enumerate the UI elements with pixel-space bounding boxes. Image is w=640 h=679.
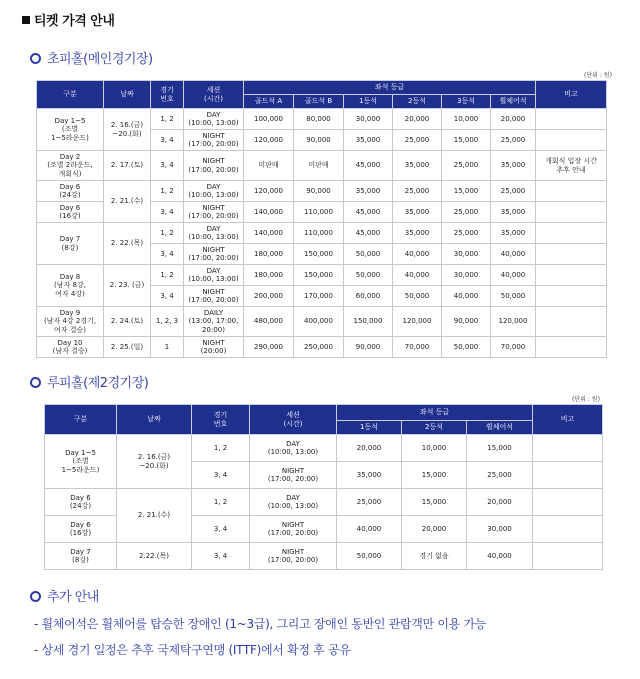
cell-price: 290,000 — [244, 337, 294, 358]
cell-price: 35,000 — [491, 202, 536, 223]
cell-price: 25,000 — [393, 181, 442, 202]
cell-price: 30,000 — [467, 516, 533, 543]
cell-gubun: Day 7 (8강) — [45, 543, 117, 570]
cell-price: 35,000 — [393, 223, 442, 244]
cell-gubun: Day 6 (24강) — [45, 489, 117, 516]
header-seat: 1등석 — [337, 421, 402, 435]
cell-price: 20,000 — [402, 516, 467, 543]
cell-match: 1, 2 — [151, 109, 184, 130]
cell-price: 25,000 — [393, 130, 442, 151]
cell-remark — [533, 516, 603, 543]
cell-session: DAY (10:00, 13:00) — [250, 489, 337, 516]
cell-price: 480,000 — [244, 307, 294, 337]
cell-gubun: Day 10 (남자 결승) — [37, 337, 104, 358]
cell-match: 3, 4 — [151, 151, 184, 181]
cell-match: 3, 4 — [151, 202, 184, 223]
cell-price: 50,000 — [393, 286, 442, 307]
cell-price: 15,000 — [442, 181, 491, 202]
cell-match: 3, 4 — [192, 543, 250, 570]
unit-label: (단위 : 원) — [572, 396, 600, 403]
cell-session: DAY (10:00, 13:00) — [184, 223, 244, 244]
cell-remark — [536, 265, 607, 286]
cell-session: DAY (10:00, 13:00) — [184, 265, 244, 286]
chopi-hall-price-table — [36, 80, 607, 358]
cell-session: NIGHT (20:00) — [184, 337, 244, 358]
cell-price: 80,000 — [294, 109, 344, 130]
header-session: 세션 (시간) — [184, 81, 244, 109]
cell-session: DAILY (13:00, 17:00, 20:00) — [184, 307, 244, 337]
cell-price: 20,000 — [393, 109, 442, 130]
cell-match: 1, 2, 3 — [151, 307, 184, 337]
cell-price: 180,000 — [244, 265, 294, 286]
cell-price: 40,000 — [393, 244, 442, 265]
table-row — [45, 435, 603, 462]
table-row — [37, 109, 607, 130]
cell-gubun: Day 6 (16강) — [45, 516, 117, 543]
cell-price: 25,000 — [491, 181, 536, 202]
cell-price: 45,000 — [344, 151, 393, 181]
table-row — [37, 151, 607, 181]
cell-price: 40,000 — [393, 265, 442, 286]
cell-price: 50,000 — [337, 543, 402, 570]
cell-price: 35,000 — [337, 462, 402, 489]
cell-session: DAY (10:00, 13:00) — [184, 181, 244, 202]
table-row — [37, 337, 607, 358]
cell-price: 35,000 — [491, 151, 536, 181]
circle-bullet-icon — [30, 377, 41, 388]
cell-remark — [536, 130, 607, 151]
cell-price: 50,000 — [344, 265, 393, 286]
cell-remark — [533, 462, 603, 489]
header-session: 세션 (시간) — [250, 405, 337, 435]
cell-price: 90,000 — [294, 130, 344, 151]
cell-session: NIGHT (17:00, 20:00) — [184, 202, 244, 223]
cell-price: 25,000 — [442, 223, 491, 244]
note-schedule: - 상세 경기 일정은 추후 국제탁구연맹 (ITTF)에서 확정 후 공유 — [34, 643, 351, 657]
cell-match: 3, 4 — [151, 286, 184, 307]
cell-date: 2. 24.(토) — [104, 307, 151, 337]
circle-bullet-icon — [30, 53, 41, 64]
cell-date: 2. 22.(목) — [104, 223, 151, 265]
cell-price: 110,000 — [294, 202, 344, 223]
cell-price: 20,000 — [337, 435, 402, 462]
cell-price: 30,000 — [442, 244, 491, 265]
header-match: 경기 번호 — [192, 405, 250, 435]
cell-session: NIGHT (17:00, 20:00) — [250, 462, 337, 489]
cell-price: 120,000 — [244, 181, 294, 202]
cell-price: 20,000 — [467, 489, 533, 516]
cell-price: 25,000 — [442, 202, 491, 223]
cell-price: 150,000 — [294, 244, 344, 265]
cell-match: 1, 2 — [192, 489, 250, 516]
cell-price: 35,000 — [393, 202, 442, 223]
section-title-chopi-hall: 초피홀(메인경기장) — [30, 48, 153, 67]
header-seat: 1등석 — [344, 95, 393, 109]
page-title: 티켓 가격 안내 — [22, 10, 114, 29]
cell-price: 15,000 — [402, 489, 467, 516]
cell-price: 90,000 — [344, 337, 393, 358]
cell-price: 25,000 — [491, 130, 536, 151]
cell-match: 3, 4 — [192, 462, 250, 489]
circle-bullet-icon — [30, 591, 41, 602]
cell-price: 120,000 — [393, 307, 442, 337]
section-title-lupi-hall: 루피홀(제2경기장) — [30, 372, 148, 391]
cell-price: 미판매 — [294, 151, 344, 181]
cell-price: 110,000 — [294, 223, 344, 244]
cell-price: 180,000 — [244, 244, 294, 265]
cell-price: 150,000 — [344, 307, 393, 337]
header-gubun: 구분 — [37, 81, 104, 109]
cell-match: 3, 4 — [151, 244, 184, 265]
cell-price: 60,000 — [344, 286, 393, 307]
cell-remark — [536, 307, 607, 337]
cell-price: 35,000 — [344, 130, 393, 151]
cell-price: 170,000 — [294, 286, 344, 307]
table-row — [37, 223, 607, 244]
table-row — [45, 489, 603, 516]
cell-price: 20,000 — [491, 109, 536, 130]
table-row — [37, 307, 607, 337]
section-title-additional-info: 추가 안내 — [30, 586, 99, 605]
header-seat: 휠체어석 — [467, 421, 533, 435]
header-seat-grade: 좌석 등급 — [337, 405, 533, 421]
cell-match: 1, 2 — [192, 435, 250, 462]
cell-session: NIGHT (17:00, 20:00) — [184, 151, 244, 181]
cell-gubun: Day 8 (남자 8강, 여자 4강) — [37, 265, 104, 307]
cell-price: 25,000 — [442, 151, 491, 181]
header-seat-grade: 좌석 등급 — [244, 81, 536, 95]
cell-remark — [536, 244, 607, 265]
cell-gubun: Day 6 (16강) — [37, 202, 104, 223]
header-date: 날짜 — [117, 405, 192, 435]
cell-price: 400,000 — [294, 307, 344, 337]
cell-price: 40,000 — [467, 543, 533, 570]
cell-price: 40,000 — [337, 516, 402, 543]
cell-price: 15,000 — [442, 130, 491, 151]
cell-price: 10,000 — [442, 109, 491, 130]
cell-remark — [536, 109, 607, 130]
cell-remark — [536, 286, 607, 307]
cell-price: 140,000 — [244, 202, 294, 223]
cell-price: 15,000 — [402, 462, 467, 489]
cell-price: 120,000 — [244, 130, 294, 151]
square-bullet-icon — [22, 16, 30, 24]
cell-price: 70,000 — [491, 337, 536, 358]
header-match: 경기 번호 — [151, 81, 184, 109]
cell-remark — [536, 181, 607, 202]
header-remark: 비고 — [536, 81, 607, 109]
header-remark: 비고 — [533, 405, 603, 435]
cell-price: 90,000 — [442, 307, 491, 337]
cell-gubun: Day 1~5 (조별 1~5라운드) — [45, 435, 117, 489]
cell-gubun: Day 9 (남자 4강 2경기, 여자 결승) — [37, 307, 104, 337]
unit-label: (단위 : 원) — [584, 72, 612, 79]
cell-date: 2. 21.(수) — [104, 181, 151, 223]
cell-remark: 개회식 입장 시간 추후 안내 — [536, 151, 607, 181]
cell-match: 1, 2 — [151, 223, 184, 244]
cell-price: 50,000 — [344, 244, 393, 265]
cell-price: 40,000 — [491, 244, 536, 265]
cell-session: NIGHT (17:00, 20:00) — [184, 244, 244, 265]
cell-date: 2. 16.(금) ~20.(화) — [117, 435, 192, 489]
cell-price: 50,000 — [491, 286, 536, 307]
cell-session: NIGHT (17:00, 20:00) — [184, 286, 244, 307]
cell-date: 2. 17.(토) — [104, 151, 151, 181]
cell-session: DAY (10:00, 13:00) — [250, 435, 337, 462]
cell-session: DAY (10:00, 13:00) — [184, 109, 244, 130]
cell-price: 70,000 — [393, 337, 442, 358]
cell-price: 50,000 — [442, 337, 491, 358]
cell-price: 30,000 — [344, 109, 393, 130]
cell-price: 120,000 — [491, 307, 536, 337]
header-gubun: 구분 — [45, 405, 117, 435]
note-wheelchair: - 휠체어석은 휠체어를 탑승한 장애인 (1~3급), 그리고 장애인 동반인 관람객만 이용 가능 — [34, 617, 487, 631]
cell-price: 250,000 — [294, 337, 344, 358]
cell-date: 2.22.(목) — [117, 543, 192, 570]
header-seat: 2등석 — [402, 421, 467, 435]
cell-session: NIGHT (17:00, 20:00) — [250, 543, 337, 570]
table-row — [37, 265, 607, 286]
cell-gubun: Day 7 (8강) — [37, 223, 104, 265]
cell-date: 2. 16.(금) ~20.(화) — [104, 109, 151, 151]
cell-price: 100,000 — [244, 109, 294, 130]
header-date: 날짜 — [104, 81, 151, 109]
table-row — [37, 181, 607, 202]
cell-price: 경기 없음 — [402, 543, 467, 570]
cell-price: 미판매 — [244, 151, 294, 181]
cell-session: NIGHT (17:00, 20:00) — [184, 130, 244, 151]
cell-remark — [536, 223, 607, 244]
cell-price: 35,000 — [344, 181, 393, 202]
cell-price: 25,000 — [337, 489, 402, 516]
cell-gubun: Day 1~5 (조별 1~5라운드) — [37, 109, 104, 151]
cell-remark — [536, 202, 607, 223]
cell-match: 1, 2 — [151, 265, 184, 286]
cell-price: 10,000 — [402, 435, 467, 462]
cell-price: 40,000 — [442, 286, 491, 307]
cell-date: 2. 25.(일) — [104, 337, 151, 358]
cell-date: 2. 21.(수) — [117, 489, 192, 543]
cell-session: NIGHT (17:00, 20:00) — [250, 516, 337, 543]
header-seat: 골드석 A — [244, 95, 294, 109]
cell-price: 45,000 — [344, 202, 393, 223]
cell-match: 1 — [151, 337, 184, 358]
header-seat: 골드석 B — [294, 95, 344, 109]
cell-date: 2. 23. (금) — [104, 265, 151, 307]
cell-match: 3, 4 — [151, 130, 184, 151]
header-seat: 휠체어석 — [491, 95, 536, 109]
cell-price: 35,000 — [491, 223, 536, 244]
cell-price: 15,000 — [467, 435, 533, 462]
cell-price: 40,000 — [491, 265, 536, 286]
table-row — [45, 543, 603, 570]
cell-price: 25,000 — [467, 462, 533, 489]
cell-match: 3, 4 — [192, 516, 250, 543]
cell-remark — [536, 337, 607, 358]
cell-remark — [533, 543, 603, 570]
cell-price: 90,000 — [294, 181, 344, 202]
cell-gubun: Day 2 (조별 2라운드, 개회식) — [37, 151, 104, 181]
cell-price: 35,000 — [393, 151, 442, 181]
cell-price: 200,000 — [244, 286, 294, 307]
cell-match: 1, 2 — [151, 181, 184, 202]
cell-price: 140,000 — [244, 223, 294, 244]
cell-price: 45,000 — [344, 223, 393, 244]
header-seat: 3등석 — [442, 95, 491, 109]
cell-price: 150,000 — [294, 265, 344, 286]
cell-price: 30,000 — [442, 265, 491, 286]
header-seat: 2등석 — [393, 95, 442, 109]
cell-gubun: Day 6 (24강) — [37, 181, 104, 202]
cell-remark — [533, 435, 603, 462]
cell-remark — [533, 489, 603, 516]
lupi-hall-price-table — [44, 404, 603, 570]
